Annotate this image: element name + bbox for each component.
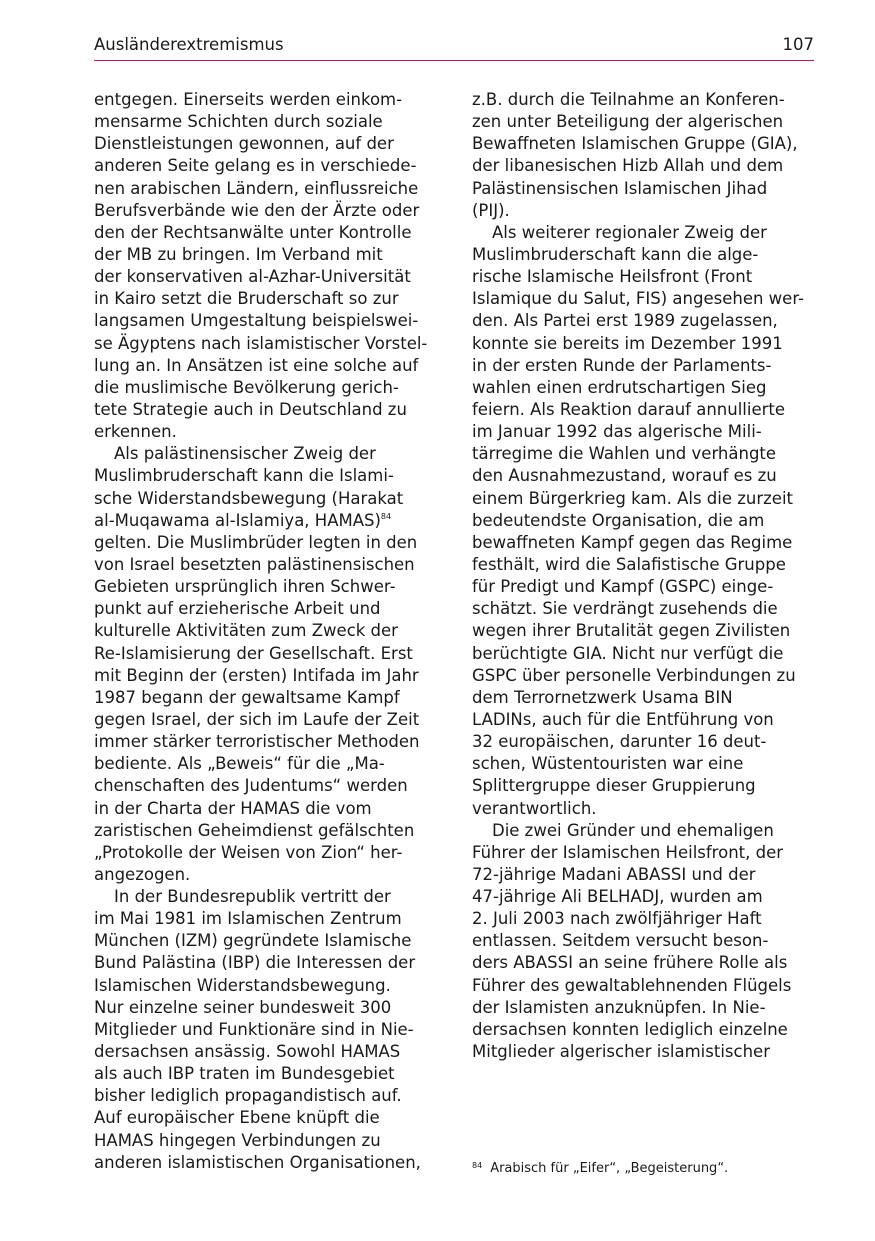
line-text: einem Bürgerkrieg kam. Als die zurzeit	[472, 488, 794, 508]
text-line	[472, 133, 818, 155]
text-line	[472, 620, 818, 642]
text-line	[472, 310, 818, 332]
line-text: der MB zu bringen. Im Verband mit	[94, 244, 383, 264]
text-line	[472, 510, 818, 532]
text-line	[94, 731, 440, 753]
running-title: Ausländerextremismus	[94, 35, 284, 54]
text-line	[94, 1152, 440, 1174]
text-line	[472, 200, 818, 222]
text-line	[94, 133, 440, 155]
text-line	[94, 886, 440, 908]
text-line	[472, 532, 818, 554]
line-text: nen arabischen Ländern, einflussreiche	[94, 178, 419, 198]
text-line	[94, 510, 440, 532]
text-line	[472, 975, 818, 997]
line-text: „Protokolle der Weisen von Zion“ her-	[94, 842, 403, 862]
line-text: Berufsverbände wie den der Ärzte oder	[94, 200, 420, 220]
line-text: der konservativen al-Azhar-Universität	[94, 267, 411, 287]
line-text: Mitglieder und Funktionäre sind in Nie-	[94, 1019, 414, 1039]
line-text: 72-jährige Madani ABASSI und der	[472, 864, 756, 884]
text-line	[94, 709, 440, 731]
line-text: 47-jährige Ali BELHADJ, wurden am	[472, 887, 763, 907]
line-text: Bund Palästina (IBP) die Interessen der	[94, 953, 416, 973]
line-text: tärregime die Wahlen und verhängte	[472, 444, 777, 464]
text-line	[472, 244, 818, 266]
text-line	[472, 111, 818, 133]
line-text: bisher lediglich propagandistisch auf.	[94, 1086, 402, 1106]
line-text: schätzt. Sie verdrängt zusehends die	[472, 599, 778, 619]
line-text: den. Als Partei erst 1989 zugelassen,	[472, 311, 778, 331]
line-text: Muslimbruderschaft kann die alge-	[472, 244, 759, 264]
text-line	[472, 355, 818, 377]
text-line	[472, 89, 818, 111]
line-text: der libanesischen Hizb Allah und dem	[472, 156, 784, 176]
line-text: Nur einzelne seiner bundesweit 300	[94, 997, 392, 1017]
text-line	[472, 886, 818, 908]
line-text: Dienstleistungen gewonnen, auf der	[94, 134, 394, 154]
line-text: bediente. Als „Beweis“ für die „Ma-	[94, 754, 385, 774]
line-text: angezogen.	[94, 864, 191, 884]
line-text: mensarme Schichten durch soziale	[94, 112, 383, 132]
line-text: Splittergruppe dieser Gruppierung	[472, 776, 756, 796]
text-line	[94, 244, 440, 266]
line-text: in der Charta der HAMAS die vom	[94, 798, 372, 818]
text-line	[472, 222, 818, 244]
line-text: dersachsen ansässig. Sowohl HAMAS	[94, 1042, 401, 1062]
line-text: in der ersten Runde der Parlaments-	[472, 355, 772, 375]
line-text: GSPC über personelle Verbindungen zu	[472, 665, 796, 685]
footnote-marker: 84	[472, 1161, 483, 1170]
text-line	[472, 1041, 818, 1063]
text-line	[94, 864, 440, 886]
line-text: sche Widerstandsbewegung (Harakat	[94, 488, 404, 508]
line-text: Gebieten ursprünglich ihren Schwer-	[94, 577, 396, 597]
line-text: 1987 begann der gewaltsame Kampf	[94, 687, 400, 707]
text-line	[94, 222, 440, 244]
page-header	[94, 34, 814, 61]
text-line	[94, 775, 440, 797]
line-text: Führer der Islamischen Heilsfront, der	[472, 842, 784, 862]
line-text: Mitglieder algerischer islamistischer	[472, 1042, 770, 1062]
text-line	[94, 620, 440, 642]
line-text: in Kairo setzt die Bruderschaft so zur	[94, 289, 399, 309]
text-line	[94, 266, 440, 288]
text-line	[472, 709, 818, 731]
text-line	[94, 554, 440, 576]
line-text: von Israel besetzten palästinensischen	[94, 554, 415, 574]
text-line	[94, 908, 440, 930]
line-text: konnte sie bereits im Dezember 1991	[472, 333, 783, 353]
line-text: wahlen einen erdrutschartigen Sieg	[472, 377, 767, 397]
line-text: für Predigt und Kampf (GSPC) einge-	[472, 577, 774, 597]
line-text: den Ausnahmezustand, worauf es zu	[472, 466, 777, 486]
line-text: der Islamisten anzuknüpfen. In Nie-	[472, 997, 766, 1017]
line-text: Palästinensischen Islamischen Jihad	[472, 178, 768, 198]
footnote-text: Arabisch für „Eifer“, „Begeisterung“.	[490, 1161, 729, 1176]
line-text: Als palästinensischer Zweig der	[114, 444, 376, 464]
line-text: (PIJ).	[472, 200, 510, 220]
text-line	[94, 687, 440, 709]
line-text: Führer des gewaltablehnenden Flügels	[472, 975, 792, 995]
line-text: 2. Juli 2003 nach zwölfjähriger Haft	[472, 909, 762, 929]
line-text: al-Muqawama al-Islamiya, HAMAS)	[94, 510, 381, 530]
text-line	[94, 952, 440, 974]
line-text: entgegen. Einerseits werden einkom-	[94, 90, 403, 109]
line-text: immer stärker terroristischer Methoden	[94, 732, 420, 752]
line-text: verantwortlich.	[472, 798, 597, 818]
line-text: dersachsen konnten lediglich einzelne	[472, 1019, 788, 1039]
text-line	[472, 155, 818, 177]
line-text: als auch IBP traten im Bundesgebiet	[94, 1064, 395, 1084]
line-text: Als weiterer regionaler Zweig der	[492, 222, 767, 242]
text-line	[472, 687, 818, 709]
text-line	[94, 178, 440, 200]
line-text: langsamen Umgestaltung beispielswei-	[94, 311, 419, 331]
text-line	[94, 288, 440, 310]
text-line	[472, 665, 818, 687]
footnote	[472, 1157, 728, 1178]
line-text: feiern. Als Reaktion darauf annullierte	[472, 399, 786, 419]
line-text: mit Beginn der (ersten) Intifada im Jahr	[94, 665, 419, 685]
line-text: im Mai 1981 im Islamischen Zentrum	[94, 909, 402, 929]
text-line	[94, 820, 440, 842]
text-line	[94, 465, 440, 487]
line-text: Auf europäischer Ebene knüpft die	[94, 1108, 380, 1128]
text-line	[472, 443, 818, 465]
line-text: dem Terrornetzwerk Usama BIN	[472, 687, 733, 707]
text-line	[94, 333, 440, 355]
line-text: HAMAS hingegen Verbindungen zu	[94, 1130, 381, 1150]
text-line	[94, 89, 440, 111]
text-line	[94, 399, 440, 421]
text-line	[94, 488, 440, 510]
text-line	[94, 643, 440, 665]
text-line	[94, 753, 440, 775]
text-line	[94, 842, 440, 864]
text-line	[94, 532, 440, 554]
text-line	[94, 355, 440, 377]
line-text: zen unter Beteiligung der algerischen	[472, 112, 784, 132]
text-line	[472, 288, 818, 310]
line-text: bedeutendste Organisation, die am	[472, 510, 765, 530]
line-text: anderen islamistischen Organisationen,	[94, 1152, 421, 1172]
text-line	[94, 598, 440, 620]
text-line	[472, 798, 818, 820]
line-text: Islamischen Widerstandsbewegung.	[94, 975, 391, 995]
text-line	[472, 488, 818, 510]
line-text: lung an. In Ansätzen ist eine solche auf	[94, 355, 419, 375]
text-line	[472, 266, 818, 288]
line-text: z.B. durch die Teilnahme an Konferen-	[472, 90, 785, 109]
text-line	[472, 1019, 818, 1041]
text-line	[94, 1041, 440, 1063]
text-line	[472, 842, 818, 864]
text-line	[94, 1107, 440, 1129]
text-line	[94, 443, 440, 465]
line-text: rische Islamische Heilsfront (Front	[472, 267, 753, 287]
line-text: Re-Islamisierung der Gesellschaft. Erst	[94, 643, 413, 663]
text-line	[94, 1085, 440, 1107]
line-text: wegen ihrer Brutalität gegen Zivilisten	[472, 621, 791, 641]
text-line	[472, 576, 818, 598]
footnote-reference: 84	[380, 511, 392, 521]
text-line	[94, 377, 440, 399]
line-text: zaristischen Geheimdienst gefälschten	[94, 820, 415, 840]
text-line	[472, 820, 818, 842]
line-text: Die zwei Gründer und ehemaligen	[492, 820, 774, 840]
line-text: se Ägyptens nach islamistischer Vorstel-	[94, 333, 428, 353]
left-text-column	[94, 89, 440, 1174]
text-line	[472, 864, 818, 886]
text-line	[94, 310, 440, 332]
line-text: erkennen.	[94, 422, 177, 442]
line-text: chenschaften des Judentums“ werden	[94, 776, 408, 796]
text-line	[472, 952, 818, 974]
text-line	[94, 111, 440, 133]
line-text: In der Bundesrepublik vertritt der	[114, 887, 391, 907]
line-text: gegen Israel, der sich im Laufe der Zeit	[94, 709, 420, 729]
text-line	[472, 643, 818, 665]
text-line	[472, 908, 818, 930]
text-line	[94, 665, 440, 687]
page-number: 107	[782, 35, 814, 54]
line-text: anderen Seite gelang es in verschiede-	[94, 156, 417, 176]
text-line	[94, 576, 440, 598]
text-line	[94, 155, 440, 177]
line-text: entlassen. Seitdem versucht beson-	[472, 931, 769, 951]
text-line	[94, 975, 440, 997]
line-text: die muslimische Bevölkerung gerich-	[94, 377, 399, 397]
line-text: Muslimbruderschaft kann die Islami-	[94, 466, 394, 486]
line-text: gelten. Die Muslimbrüder legten in den	[94, 532, 418, 552]
line-text: tete Strategie auch in Deutschland zu	[94, 399, 407, 419]
line-text: den der Rechtsanwälte unter Kontrolle	[94, 222, 412, 242]
text-line	[94, 1019, 440, 1041]
line-text: punkt auf erzieherische Arbeit und	[94, 599, 381, 619]
line-text: LADINs, auch für die Entführung von	[472, 709, 774, 729]
text-line	[94, 1130, 440, 1152]
text-line	[472, 399, 818, 421]
text-line	[472, 421, 818, 443]
text-line	[472, 554, 818, 576]
line-text: ders ABASSI an seine frühere Rolle als	[472, 953, 788, 973]
text-line	[472, 598, 818, 620]
text-line	[472, 178, 818, 200]
line-text: 32 europäischen, darunter 16 deut-	[472, 732, 767, 752]
text-line	[472, 465, 818, 487]
text-line	[472, 333, 818, 355]
right-text-column	[472, 89, 818, 1063]
line-text: festhält, wird die Salafistische Gruppe	[472, 554, 786, 574]
text-line	[472, 731, 818, 753]
line-text: bewaffneten Kampf gegen das Regime	[472, 532, 793, 552]
line-text: schen, Wüstentouristen war eine	[472, 754, 744, 774]
text-line	[472, 930, 818, 952]
text-line	[94, 1063, 440, 1085]
line-text: München (IZM) gegründete Islamische	[94, 931, 412, 951]
text-line	[94, 421, 440, 443]
text-line	[94, 798, 440, 820]
text-line	[472, 377, 818, 399]
line-text: berüchtigte GIA. Nicht nur verfügt die	[472, 643, 784, 663]
text-line	[472, 997, 818, 1019]
line-text: kulturelle Aktivitäten zum Zweck der	[94, 621, 398, 641]
line-text: Bewaffneten Islamischen Gruppe (GIA),	[472, 134, 798, 154]
text-line	[94, 930, 440, 952]
text-line	[472, 753, 818, 775]
text-line	[94, 997, 440, 1019]
text-line	[472, 775, 818, 797]
line-text: Islamique du Salut, FIS) angesehen wer-	[472, 289, 804, 309]
line-text: im Januar 1992 das algerische Mili-	[472, 422, 762, 442]
text-line	[94, 200, 440, 222]
